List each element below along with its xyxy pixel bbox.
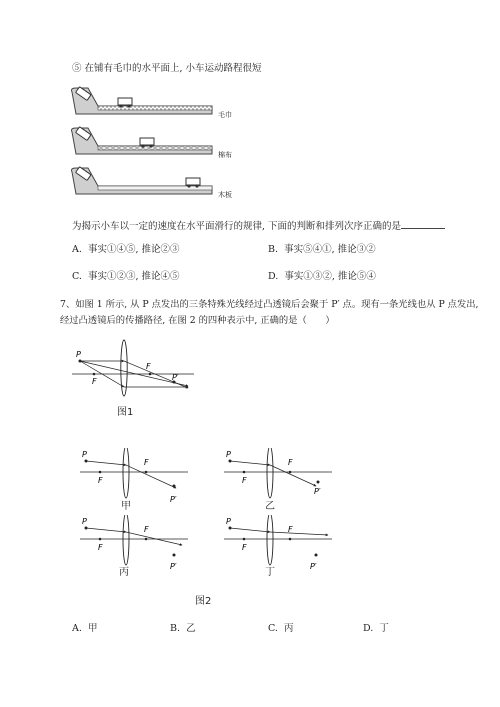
- q7-option-a: A. 甲: [72, 623, 98, 634]
- fig1-label-p: P: [76, 350, 81, 359]
- figure-2-yi: [220, 448, 340, 506]
- jia-label-f-right: F: [144, 458, 149, 467]
- surface-label-towel: 毛巾: [218, 111, 232, 119]
- q7-option-d: D. 丁: [363, 623, 389, 634]
- cotton-track: [72, 127, 213, 154]
- yi-label-p: P: [226, 450, 231, 459]
- fig1-label-f-right: F: [146, 362, 151, 371]
- q6-option-d: D. 事实①③②, 推论⑤④: [268, 271, 376, 282]
- fig1-label-f-left: F: [92, 377, 97, 386]
- figure-1-lens-diagram: [68, 338, 198, 398]
- q6-option-a: A. 事实①④⑤, 推论②③: [72, 244, 180, 255]
- q6-question: 为揭示小车以一定的速度在水平面滑行的规律, 下面的判断和排列次序正确的是: [72, 218, 445, 234]
- jia-label-p-prime: P′: [170, 495, 177, 504]
- fig1-label-p-prime: P′: [172, 373, 179, 382]
- jia-label-f-left: F: [98, 476, 103, 485]
- q7-stem-line2: 经过凸透镜后的传播路径, 在图 2 的四种表示中, 正确的是（ ）: [60, 315, 335, 326]
- q6-option-b: B. 事实⑤④①, 推论③②: [268, 244, 376, 255]
- figure-2-caption: 图2: [195, 596, 212, 607]
- towel-track: [72, 87, 213, 114]
- ding-label-p-prime: P′: [310, 562, 317, 571]
- sub-label-bing: 丙: [119, 567, 129, 578]
- figure-2-ding: [220, 515, 340, 573]
- ding-label-p: P: [226, 517, 231, 526]
- bing-label-f-right: F: [144, 525, 149, 534]
- figure-1-caption: 图1: [117, 407, 134, 418]
- sub-label-yi: 乙: [265, 501, 275, 512]
- yi-label-f-left: F: [242, 476, 247, 485]
- sub-label-ding: 丁: [265, 567, 275, 578]
- q7-stem-line1: 7、如图 1 所示, 从 P 点发出的三条特殊光线经过凸透镜后会聚于 P′ 点。现有一条光线也从 P 点发出,: [60, 299, 479, 310]
- ramp-experiment-figure: [68, 84, 218, 204]
- ding-label-f-left: F: [242, 543, 247, 552]
- bing-label-f-left: F: [98, 543, 103, 552]
- figure-2-bing: [76, 515, 196, 573]
- q7-option-c: C. 丙: [268, 623, 294, 634]
- q6-option-c: C. 事实①②③, 推论④⑤: [72, 271, 180, 282]
- bing-label-p-prime: P′: [170, 562, 177, 571]
- figure-2-jia: [76, 448, 196, 506]
- surface-label-cotton: 棉布: [218, 151, 232, 159]
- answer-blank: [401, 218, 445, 229]
- jia-label-p: P: [82, 450, 87, 459]
- q7-option-b: B. 乙: [170, 623, 196, 634]
- sub-label-jia: 甲: [121, 501, 131, 512]
- ding-label-f-right: F: [288, 525, 293, 534]
- yi-label-p-prime: P′: [314, 487, 321, 496]
- wood-track: [72, 167, 213, 194]
- item-5-text: ⑤ 在铺有毛巾的水平面上, 小车运动路程很短: [72, 63, 262, 74]
- bing-label-p: P: [82, 517, 87, 526]
- surface-label-wood: 木板: [218, 191, 232, 199]
- yi-label-f-right: F: [288, 458, 293, 467]
